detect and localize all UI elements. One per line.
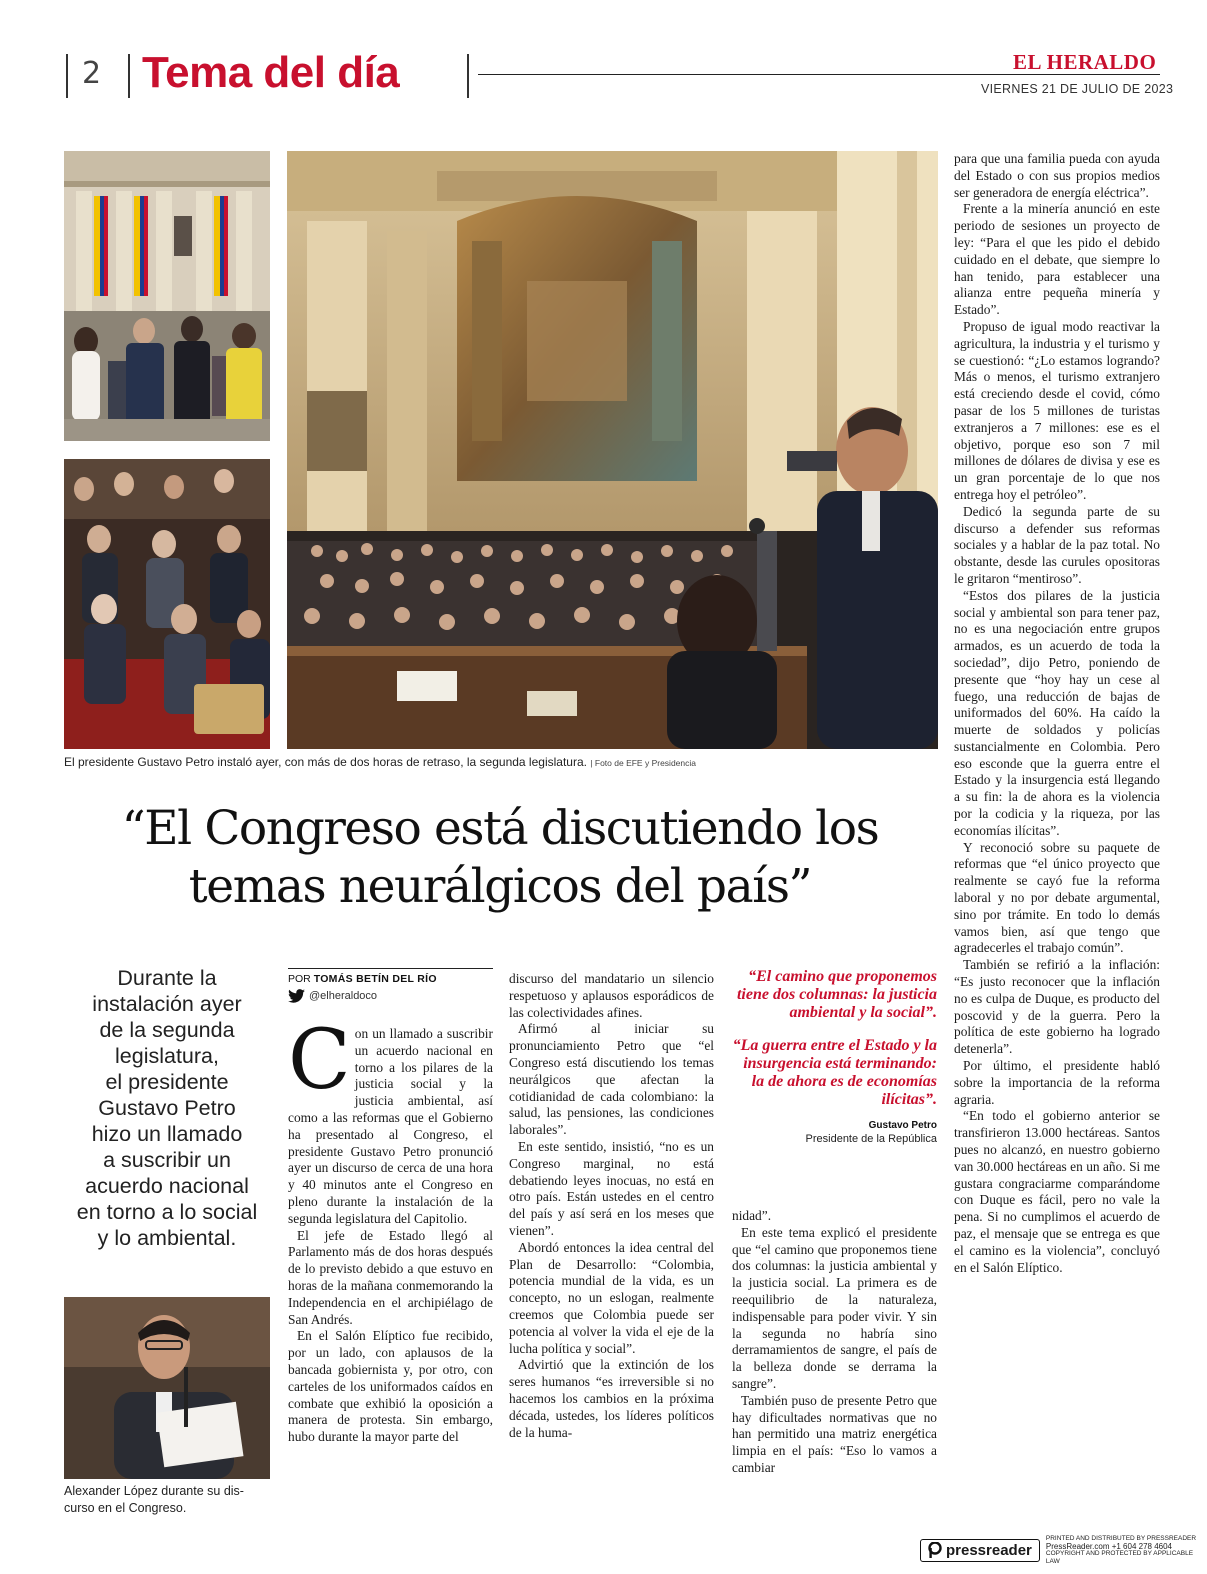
headline-line-2: temas neurálgicos del país” bbox=[188, 859, 812, 914]
byline-author: TOMÁS BETÍN DEL RÍO bbox=[313, 973, 437, 985]
summary-line: acuerdo nacional bbox=[85, 1174, 249, 1198]
header-divider bbox=[467, 54, 469, 98]
photo-seated-politicians bbox=[64, 459, 270, 749]
article-column-4 bbox=[954, 151, 1160, 1276]
quote-author-role: Presidente de la República bbox=[805, 1133, 937, 1145]
summary-line: en torno a lo social bbox=[76, 1200, 258, 1224]
paragraph: También se refirió a la inflación: “Es justo reconocer que la inflación no es culpa de Duque, es producto del poscovid y de la guerra. Pero la política de este gobierno ha logrado detenerla”. bbox=[954, 957, 1160, 1057]
newspaper-logo: EL HERALDO bbox=[1013, 50, 1157, 74]
pressreader-badge[interactable] bbox=[920, 1535, 1207, 1565]
pressreader-brand: pressreader bbox=[946, 1541, 1032, 1559]
paragraph: Y reconoció sobre su paquete de reformas que “el único proyecto que realmente se cayó fue la reforma laboral y no por debate argumental, sino por trámite. En todo lo demás vamos bien, así que tengo que agradecerles el trabajo común”. bbox=[954, 839, 1160, 956]
paragraph: El jefe de Estado llegó al Parlamento más de dos horas después de lo previsto debido a que estuvo en horas de la mañana conmemorando la Independencia en el archipiélago de San Andrés. bbox=[288, 1227, 493, 1327]
paragraph: discurso del mandatario un silencio respetuoso y aplausos esporádicos de las colectividades afines. bbox=[509, 971, 714, 1020]
headline bbox=[40, 800, 960, 916]
paragraph: En el Salón Elíptico fue recibido, por un lado, con aplausos de la bancada gobiernista y, por otro, con carteles de los uniformados caídos en combate que exhibió la oposición a manera de protesta. Sin embargo, hubo durante la mayor parte del bbox=[288, 1328, 493, 1445]
summary-line: hizo un llamado bbox=[91, 1122, 243, 1146]
article-column-3 bbox=[732, 1208, 937, 1477]
paragraph: Advirtió que la extinción de los seres humanos “es irreversible si no hacemos los cambios en la próxima década, ustedes, los líderes políticos de la huma- bbox=[509, 1357, 714, 1440]
paragraph: “Estos dos pilares de la justicia social y ambiental son para tener paz, no es una negociación entre grupos armados, es un acuerdo de toda la sociedad”, dijo Petro, poniendo de presente que “hoy hay un cese al fuego, una reducción de bajas de uniformados del 60%. Ha caído la muerte de soldados y policías sustancialmente en Colombia. Pero eso esconde que la guerra entre el Estado y la insurgencia está llegando a su fin: la de ahora es la violencia por la codicia y la riqueza, por las economías ilícitas”. bbox=[954, 587, 1160, 838]
byline-prefix: POR bbox=[288, 973, 311, 985]
summary-line: legislatura, bbox=[115, 1044, 219, 1068]
article-column-2 bbox=[509, 971, 714, 1441]
page-number: 2 bbox=[82, 56, 102, 91]
paragraph: También puso de presente Petro que hay dificultades normativas que no han permitido una matriz energética limpia en el país: “Eso lo vamos a cambiar bbox=[732, 1392, 937, 1475]
twitter-bird-icon bbox=[288, 989, 305, 1003]
notice-line: PressReader.com +1 604 278 4604 bbox=[1045, 1541, 1172, 1551]
header-divider bbox=[128, 54, 130, 98]
summary-line: de la segunda bbox=[99, 1018, 235, 1042]
summary-line: el presidente bbox=[105, 1070, 229, 1094]
twitter-handle[interactable] bbox=[288, 989, 493, 1003]
pull-quote-1: “El camino que proponemos tiene dos columnas: la justicia ambiental y la social”. bbox=[736, 968, 937, 1021]
photo-alexander-lopez bbox=[64, 1297, 270, 1479]
pressreader-notice bbox=[1046, 1535, 1207, 1565]
paragraph: para que una familia pueda con ayuda del Estado o con sus propios medios ser generadora de energía eléctrica”. bbox=[954, 151, 1160, 200]
paragraph: Afirmó al iniciar su pronunciamiento Petro que “el Congreso está discutiendo los temas neurálgicos que afectan la cotidianidad de cada colombiano: la salud, las pensiones, las condiciones laborales”. bbox=[509, 1021, 714, 1138]
inset-caption-line: curso en el Congreso. bbox=[64, 1501, 187, 1515]
summary-lead bbox=[58, 965, 276, 1251]
paragraph: nidad”. bbox=[732, 1208, 772, 1223]
paragraph: Abordó entonces la idea central del Plan de Desarrollo: “Colombia, potencia mundial de la vida, es un concepto, no un eslogan, realmente creemos que Colombia puede ser potencia al volver la vida el eje de la lucha política y social”. bbox=[509, 1239, 714, 1356]
pull-quote-2: “La guerra entre el Estado y la insurgencia está terminando: la de ahora es de economías ilícitas”. bbox=[732, 1037, 937, 1108]
paragraph: on un llamado a suscribir un acuerdo nacional en torno a los pilares de la justicia social y la justicia ambiental, así como a las reformas que el Gobierno ha presentado al Congreso, el presidente Gustavo Petro pronunció ayer un discurso de cerca de una hora y 40 minutos ante el Congreso en pleno durante la instalación de la segunda legislatura del Capitolio. bbox=[288, 1026, 493, 1226]
paragraph: En este tema explicó el presidente que “el camino que proponemos tiene dos columnas: la justicia ambiental y la justicia social. La primera es de reequilibrio de la naturaleza, indispensable para poder vivir. Y sin la segunda no habría sino derramamientos de sangre, el país de la belleza donde se derrama la sangre”. bbox=[732, 1224, 937, 1391]
paragraph: Propuso de igual modo reactivar la agricultura, la industria y el turismo y se cuestionó: “¿Lo estamos logrando? Más o menos, el turismo extranjero está creciendo desde el covid, cómo pasar de los 5 millones de turistas extranjeros a 7 millones: ese es el objetivo, porque eso son 7 mil millones de dólares de divisa y ese es un gran porcentaje de lo que nos entrega hoy el petróleo”. bbox=[954, 318, 1160, 502]
notice-line: COPYRIGHT AND PROTECTED BY APPLICABLE LAW bbox=[1045, 1550, 1194, 1565]
summary-line: instalación ayer bbox=[92, 992, 242, 1016]
pull-quote-box bbox=[732, 968, 937, 1145]
article-column-1 bbox=[288, 1013, 493, 1446]
notice-line: PRINTED AND DISTRIBUTED BY PRESSREADER bbox=[1045, 1535, 1197, 1542]
handle-text: @elheraldoco bbox=[309, 990, 378, 1002]
summary-line: y lo ambiental. bbox=[97, 1226, 237, 1250]
summary-line: a suscribir un bbox=[103, 1148, 231, 1172]
summary-line: Durante la bbox=[117, 966, 217, 990]
paragraph: Dedicó la segunda parte de su discurso a defender sus reformas sociales y a hablar de la paz total. No obstante, desde las curules opositoras le gritaron “mentiroso”. bbox=[954, 503, 1160, 586]
pressreader-logo bbox=[920, 1539, 1040, 1562]
issue-date: VIERNES 21 DE JULIO DE 2023 bbox=[981, 82, 1174, 96]
caption-text: El presidente Gustavo Petro instaló ayer, con más de dos horas de retraso, la segunda legislatura. bbox=[64, 755, 587, 769]
paragraph: Por último, el presidente habló sobre la importancia de la reforma agraria. bbox=[954, 1058, 1160, 1107]
quote-author: Gustavo Petro bbox=[868, 1120, 937, 1131]
headline-line-1: “El Congreso está discutiendo los bbox=[121, 801, 879, 856]
drop-cap: C bbox=[288, 1013, 351, 1108]
inset-caption-line: Alexander López durante su dis- bbox=[64, 1484, 244, 1498]
section-title: Tema del día bbox=[142, 48, 400, 97]
summary-line: Gustavo Petro bbox=[98, 1096, 236, 1120]
photo-congress-hall bbox=[287, 151, 938, 749]
inset-photo-caption bbox=[64, 1483, 274, 1517]
paragraph: En este sentido, insistió, “no es un Congreso marginal, no está debatiendo leyes inocuas, no está en otro país. Están ustedes en el centro del país y así será en los meses que vienen”. bbox=[509, 1138, 714, 1238]
pressreader-p-icon bbox=[928, 1542, 942, 1558]
paragraph: “En todo el gobierno anterior se transfirieron 13.000 hectáreas. Santos pues no alcanzó, en nuestro gobierno van 30.000 hectáreas en un año. Si me gustara congraciarme comparándome con Duque es fácil, pero no vale la pena. Si no cumplimos el acuerdo de paz, el mensaje que se entrega es que el camino es la violencia”, concluyó en el Salón Elíptico. bbox=[954, 1108, 1160, 1275]
photo-credit: | Foto de EFE y Presidencia bbox=[590, 758, 696, 768]
header-divider bbox=[66, 54, 68, 98]
main-photo-caption bbox=[64, 755, 944, 769]
paragraph: Frente a la minería anunció en este periodo de sesiones un proyecto de ley: “Para el que les pido el debido cuidado en el debate, que siempre lo han tenido, para establecer una alianza entre pequeña minería y Estado”. bbox=[954, 201, 1160, 318]
photo-palace-procession bbox=[64, 151, 270, 441]
byline bbox=[288, 968, 493, 985]
